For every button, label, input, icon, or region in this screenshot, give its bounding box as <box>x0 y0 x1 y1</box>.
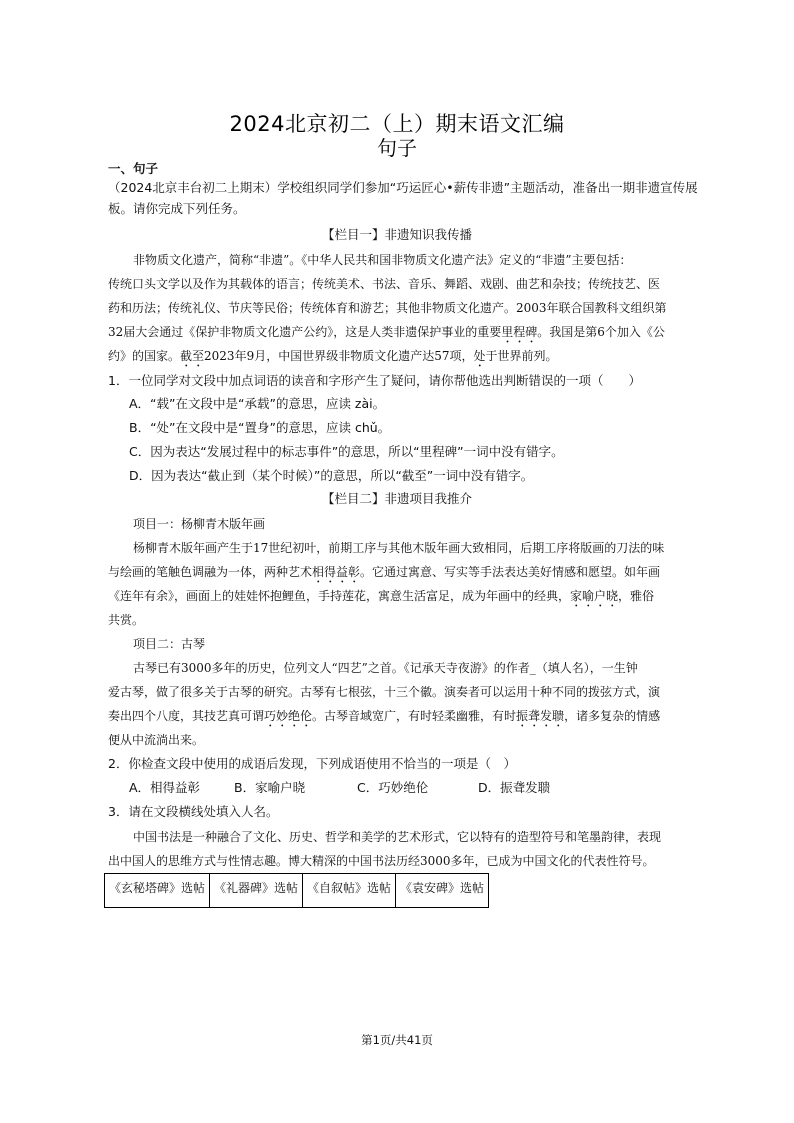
dotted-word: 振聋发聩 <box>516 709 565 723</box>
col1-paragraph-line-4: 32届大会通过《保护非物质文化遗产公约》，这是人类非遗保护事业的重要里程碑。我国是第6个加入《公 <box>108 325 665 339</box>
question-1-option-a: A．“载”在文段中是“承载”的意思，应读 zài。 <box>129 396 386 411</box>
table-cell: 《自叙帖》选帖 <box>303 874 396 908</box>
item-2-label: 项目二：古琴 <box>133 637 206 651</box>
question-2-option-c: C．巧妙绝伦 <box>357 780 429 795</box>
table-row <box>105 874 489 908</box>
item-1-label: 项目一：杨柳青木版年画 <box>133 517 266 531</box>
question-1-option-c: C．因为表达“发展过程中的标志事件”的意思，所以“里程碑”一词中没有错字。 <box>129 444 564 459</box>
table-cell: 《玄秘塔碑》选帖 <box>105 874 210 908</box>
question-2-option-b: B．家喻户晓 <box>234 780 306 795</box>
question-3-stem: 3．请在文段横线处填入人名。 <box>108 804 279 819</box>
item-1-line-4: 共赏。 <box>108 613 145 627</box>
dotted-word: 相得益彰 <box>312 565 361 579</box>
item-1-line-3: 《连年有余》，画面上的娃娃怀抱鲤鱼，手持莲花，寓意生活富足，成为年画中的经典，家喻户晓，雅俗 <box>108 589 655 603</box>
column-one-heading: 【栏目一】非遗知识我传播 <box>321 227 472 242</box>
dotted-word: 家喻户晓 <box>570 589 619 603</box>
question-3-paragraph-line-1: 中国书法是一种融合了文化、历史、哲学和美学的艺术形式，它以特有的造型符号和笔墨韵律，表现 <box>133 830 662 844</box>
col1-paragraph-line-3: 药和历法；传统礼仪、节庆等民俗；传统体育和游艺；其他非物质文化遗产。2003年联合国教科文组织第 <box>108 301 667 315</box>
question-2-stem: 2．你检查文段中使用的成语后发现，下列成语使用不恰当的一项是（ ） <box>108 756 516 771</box>
column-two-heading: 【栏目二】非遗项目我推介 <box>321 491 472 506</box>
dotted-word: 处 <box>473 349 486 363</box>
question-2-option-d: D．振聋发聩 <box>478 780 551 795</box>
intro-line-2: 板。请你完成下列任务。 <box>108 201 246 216</box>
question-2-option-a: A．相得益彰 <box>129 780 201 795</box>
col1-paragraph-line-5: 约》的国家。截至2023年9月，中国世界级非物质文化遗产达57项，处于世界前列。 <box>108 349 558 363</box>
page-footer: 第1页/共41页 <box>361 1033 433 1047</box>
col1-paragraph-line-1: 非物质文化遗产，简称“非遗”。《中华人民共和国非物质文化遗产法》定义的“非遗”主要包括： <box>133 253 632 267</box>
dotted-word: 里程碑 <box>501 325 538 339</box>
question-3-paragraph-line-2: 出中国人的思维方式与性情志趣。博大精深的中国书法历经3000多年，已成为中国文化的代表性符号。 <box>108 854 655 868</box>
table-cell: 《袁安碑》选帖 <box>396 874 489 908</box>
dotted-word: 巧妙绝伦 <box>264 709 313 723</box>
item-1-line-2: 与绘画的笔触色调融为一体，两种艺术相得益彰。它通过寓意、写实等手法表达美好情感和愿望。如年画 <box>108 565 661 579</box>
section-heading: 一、句子 <box>108 161 159 176</box>
document-title: 2024北京初二（上）期末语文汇编 <box>229 112 565 136</box>
dotted-word: 截至 <box>180 349 205 363</box>
item-2-line-1: 古琴已有3000多年的历史，位列文人“四艺”之首。《记承天寺夜游》的作者_（填人名），一生钟 <box>133 661 638 675</box>
intro-line-1: （2024北京丰台初二上期末）学校组织同学们参加“巧运匠心•薪传非遗”主题活动，准备出一期非遗宣传展 <box>108 180 698 195</box>
question-1-stem: 1．一位同学对文段中加点词语的读音和字形产生了疑问，请你帮他选出判断错误的一项（ ） <box>108 373 641 388</box>
item-2-line-2: 爱古琴，做了很多关于古琴的研究。古琴有七根弦，十三个徽。演奏者可以运用十种不同的拨弦方式，演 <box>108 685 661 699</box>
document-subtitle: 句子 <box>377 136 417 160</box>
col1-paragraph-line-2: 传统口头文学以及作为其载体的语言；传统美术、书法、音乐、舞蹈、戏剧、曲艺和杂技；传统技艺、医 <box>108 277 661 291</box>
question-1-option-b: B．“处”在文段中是“置身”的意思，应读 chǔ。 <box>129 420 391 435</box>
table-cell: 《礼器碑》选帖 <box>210 874 303 908</box>
item-1-line-1: 杨柳青木版年画产生于17世纪初叶，前期工序与其他木版年画大致相同，后期工序将版画的刀法的味 <box>133 541 665 555</box>
item-2-line-3: 奏出四个八度，其技艺真可谓巧妙绝伦。古琴音域宽广，有时轻柔幽雅，有时振聋发聩，诸多复杂的情感 <box>108 709 661 723</box>
calligraphy-table <box>104 873 489 908</box>
item-2-line-4: 便从中流淌出来。 <box>108 733 205 747</box>
question-1-option-d: D．因为表达“截止到（某个时候）”的意思，所以“截至”一词中没有错字。 <box>129 468 534 483</box>
